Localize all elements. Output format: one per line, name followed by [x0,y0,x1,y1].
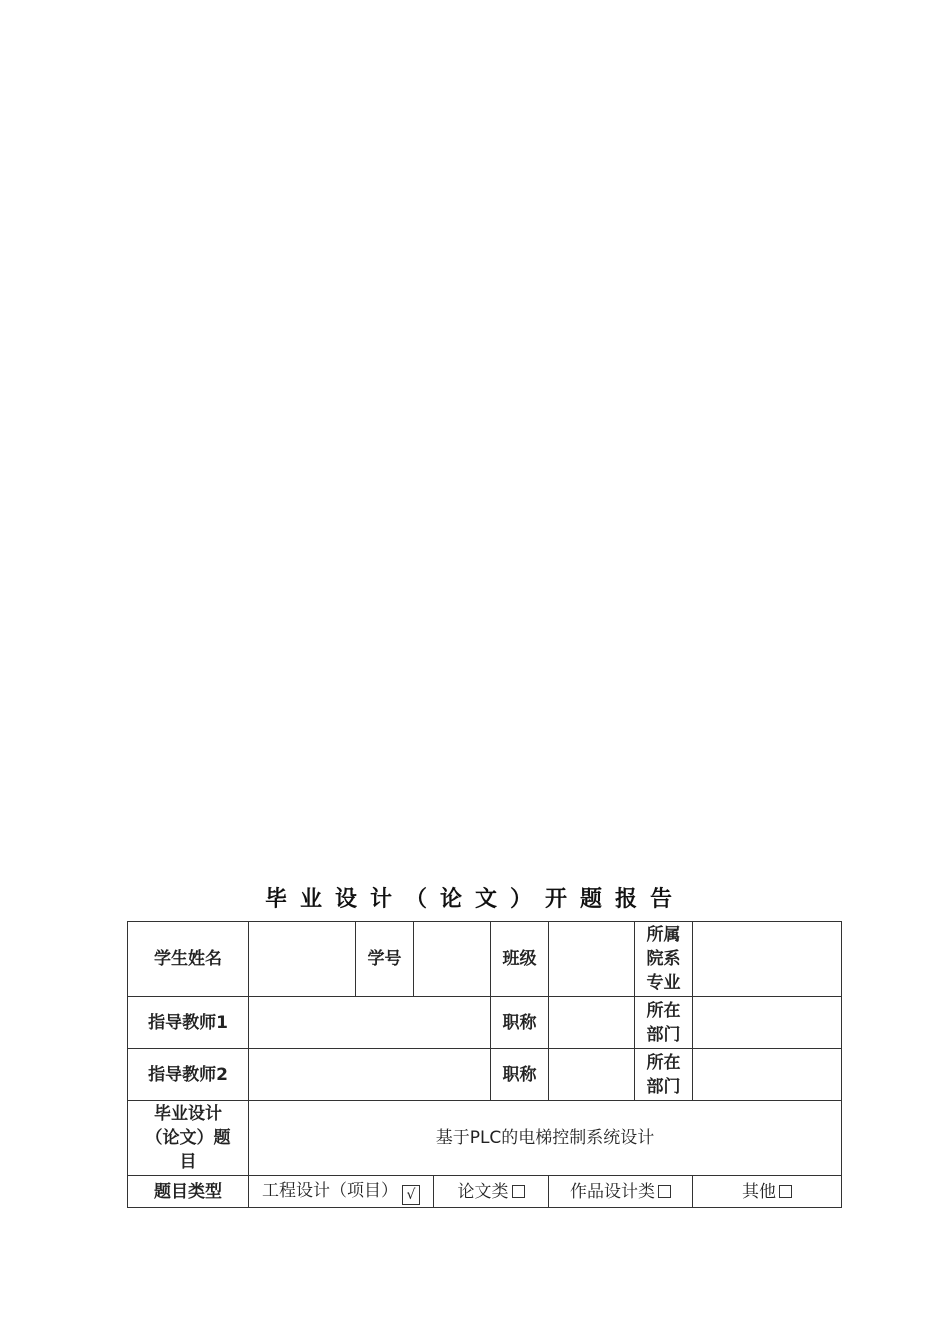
type-option-work-design[interactable] [549,1176,693,1208]
class-field[interactable] [549,922,635,997]
type-option-label: 论文类 [457,1181,509,1202]
advisor1-dept-label-cell [635,997,693,1049]
topic-field[interactable]: 基于PLC的电梯控制系统设计 [249,1101,842,1176]
type-label: 题目类型 [128,1176,249,1208]
advisor1-title-label: 职称 [491,997,549,1049]
proposal-table [127,921,842,1208]
student-name-label: 学生姓名 [128,922,249,997]
type-option-thesis[interactable] [434,1176,549,1208]
type-option-label: 其他 [742,1181,776,1202]
advisor1-dept-label: 所在部门 [646,1000,681,1045]
student-name-field[interactable] [249,922,356,997]
advisor1-dept-field[interactable] [693,997,842,1049]
checkbox-icon[interactable] [658,1185,671,1198]
major-label-cell [635,922,693,997]
advisor1-label: 指导教师1 [128,997,249,1049]
advisor2-dept-field[interactable] [693,1049,842,1101]
class-label: 班级 [491,922,549,997]
table-row [128,1176,842,1208]
type-option-other[interactable] [693,1176,842,1208]
advisor2-title-label: 职称 [491,1049,549,1101]
table-row [128,1049,842,1101]
table-row [128,997,842,1049]
advisor2-dept-label: 所在部门 [646,1052,681,1097]
advisor2-label: 指导教师2 [128,1049,249,1101]
topic-label-cell [128,1101,249,1176]
table-row [128,1101,842,1176]
major-field[interactable] [693,922,842,997]
report-title: 毕业设计（论文）开题报告 [264,887,685,912]
type-option-label: 作品设计类 [570,1181,655,1202]
checked-checkbox-icon[interactable]: √ [402,1185,420,1205]
type-option-label: 工程设计（项目） [262,1180,398,1201]
table-row [128,922,842,997]
checkbox-icon[interactable] [512,1185,525,1198]
checkbox-icon[interactable] [779,1185,792,1198]
student-id-field[interactable] [414,922,491,997]
type-option-engineering[interactable] [249,1176,434,1208]
advisor1-title-field[interactable] [549,997,635,1049]
advisor2-dept-label-cell [635,1049,693,1101]
major-label: 所属院系专业 [646,925,681,993]
topic-label: 毕业设计（论文）题目 [145,1104,231,1172]
advisor1-field[interactable] [249,997,491,1049]
advisor2-field[interactable] [249,1049,491,1101]
student-id-label: 学号 [356,922,414,997]
advisor2-title-field[interactable] [549,1049,635,1101]
